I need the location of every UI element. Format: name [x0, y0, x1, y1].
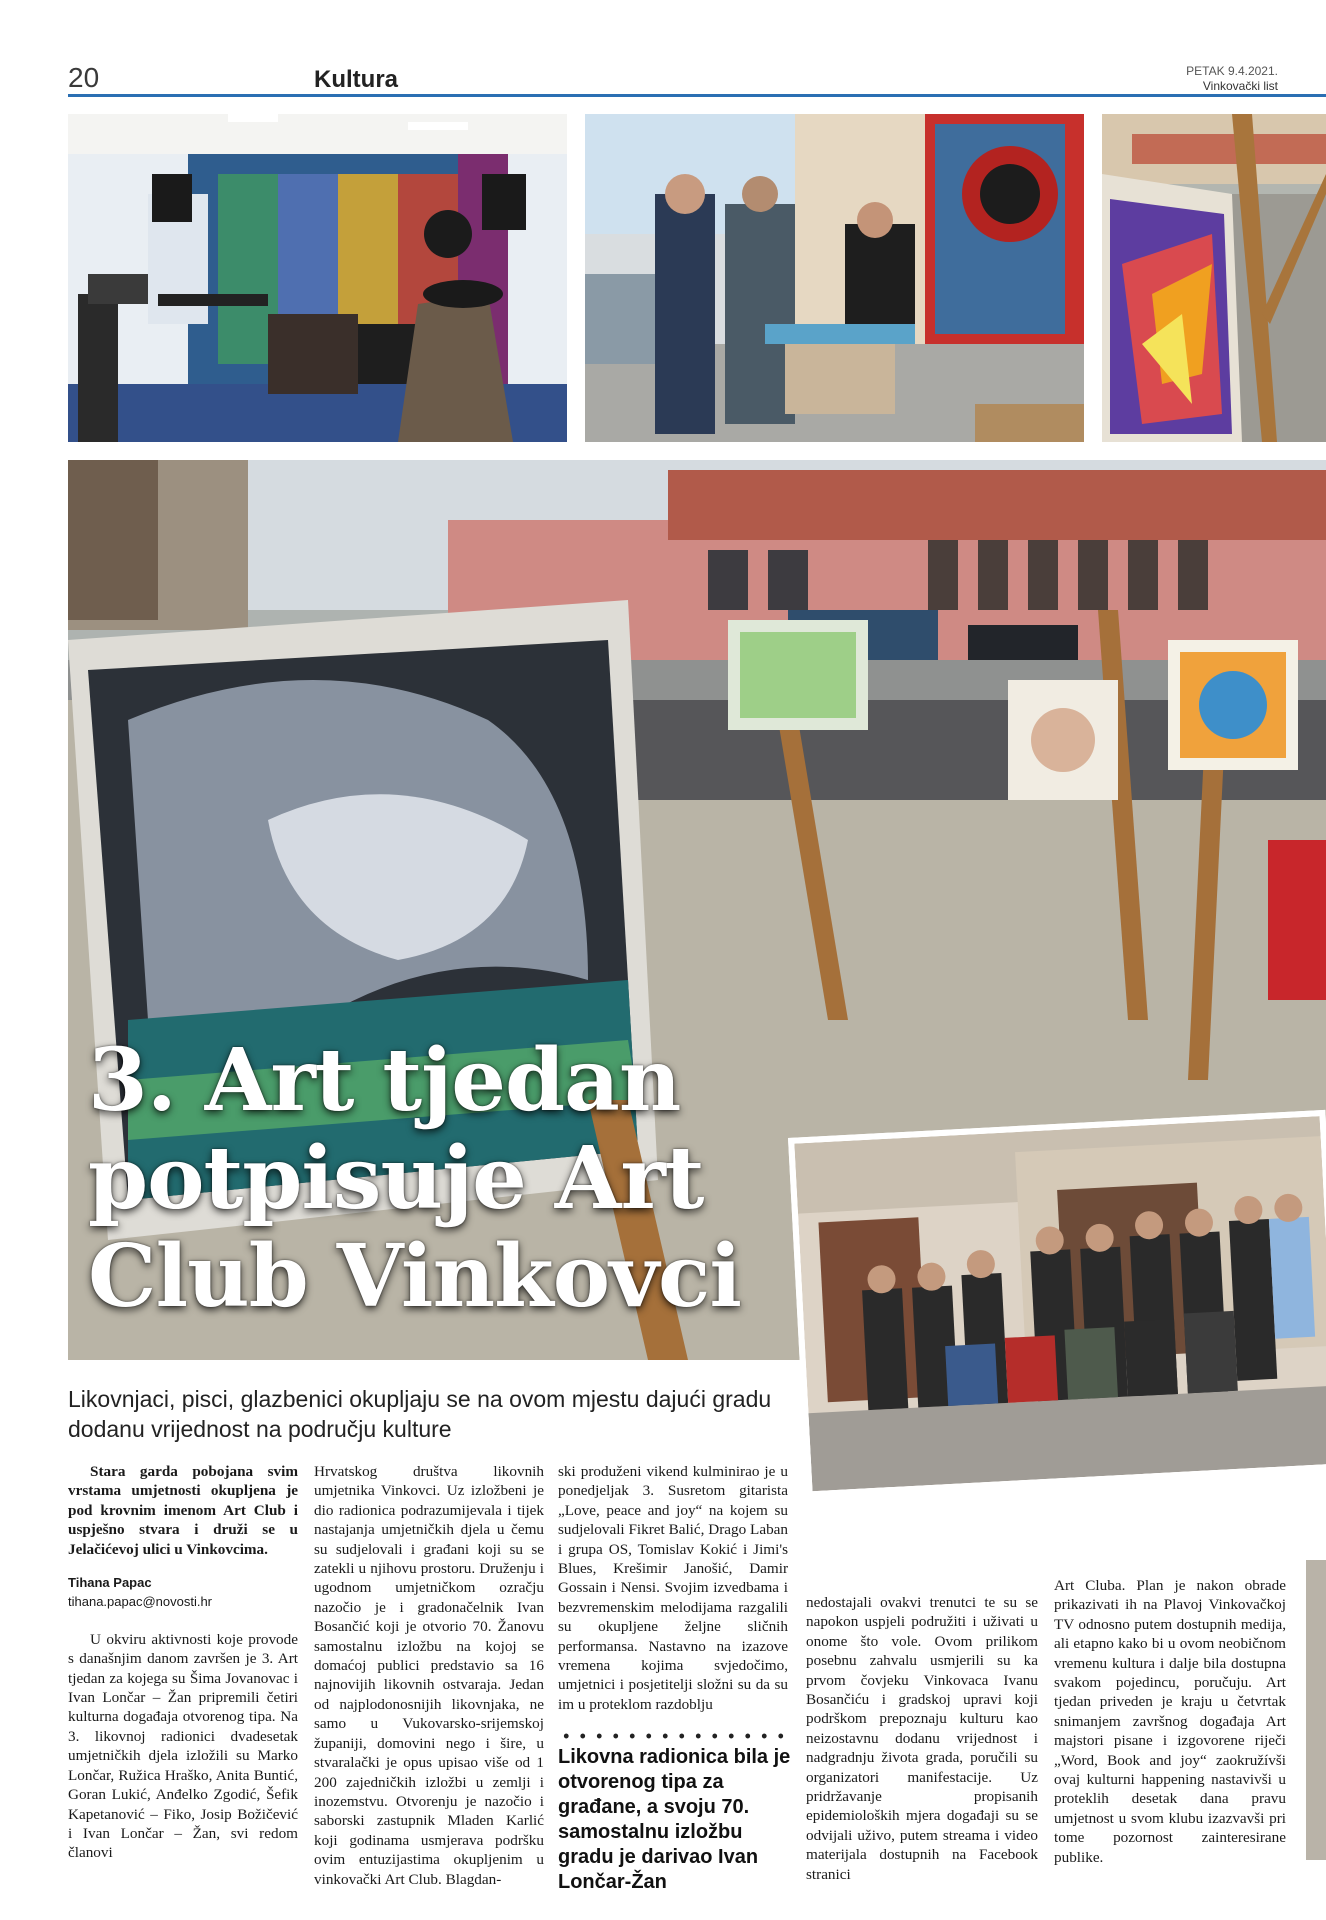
column-2: [314, 1462, 544, 1889]
author-name: Tihana Papac: [68, 1575, 152, 1591]
column-1: [68, 1462, 298, 1863]
column-3: [558, 1462, 788, 1714]
paper-name: Vinkovački list: [1202, 79, 1278, 93]
body-paragraph-5: Art Cluba. Plan je nakon obrade prikazivati ih na Plavoj Vinkovačkoj TV odnosno putem dostupnih medija, ali etapno kako bi u ovom neobičnom vremenu kultura i dalje bila dostupna svakom pojedincu, poručuju. Art tjedan priveden je kraju u četvrtak snimanjem završnog događaja Art majstori pisane i izgovorene riječi „Word, Book and joy“ zaokružívši ovaj kulturni happening nastavivši u proteklih desetak dana pravu umjetnost u svom klubu izazvavši pri tome pozornost zainteresirane publike.: [1054, 1577, 1286, 1866]
page-number: 20: [68, 62, 100, 93]
body-paragraph-3: ski produženi vikend kulminirao je u ponedjeljak 3. Susretom gitarista „Love, peace and joy“ na kojem su sudjelovali Fikret Balić, Drago Laban i grupa OS, Tomislav Kokić i Jimi's Blues, Krešimir Janošić, Damir Gossain i Nensi. Svojim izvedbama i bezvremenskim melodijama razgalili su okupljene željne sličnih performansa. Nastavno na izazove vremena kojima svjedočimo, umjetnici i posjetitelji složni su da su im u proteklom razdoblju: [558, 1463, 788, 1713]
body-paragraph-1: U okviru aktivnosti koje provode s današnjim danom završen je 3. Art tjedan za kojega su Šima Jovanovac i Ivan Lončar – Žan pripremili četiri kulturna događaja otvorenog tipa. Na 3. likovnoj radionici dvadesetak umjetničkih djela izložili su Marko Lončar, Ružica Hraško, Anita Buntić, Goran Lukić, Anđelko Zgodić, Šefik Kapetanović – Fiko, Josip Božičević i Ivan Lončar – Žan, svi redom članovi: [68, 1630, 298, 1862]
column-5: [1054, 1576, 1286, 1867]
body-paragraph-2: Hrvatskog društva likovnih umjetnika Vinkovci. Uz izložbeni je dio radionica podrazumijevala i tijek nastajanja umjetničkih djela u čemu su sudjelovali i građani koji su se zatekli u njihovu prostoru. Druženju i ugodnom umjetničkom ozračju nazočio je i gradonačelnik Ivan Bosančić koji je otvorio 70. Žanovu samostalnu izložbu na kojoj se domaćoj publici predstavio sa 16 najnovijih likovnih ostvaraja. Jedan od najplodonosnijih likovnjaka, ne samo u Vukovarsko-srijemskoj županiji, domovini nego i šire, u stvaralački je opus upisao više od 1 200 zajedničkih izložbi u zemlji i inozemstvu. Otvorenju je nazočio i saborski zastupnik Mladen Karlić koji godinama usmjerava podršku ovim entuzijastima okupljenim u vinkovački Art Club. Blagdan-: [314, 1463, 544, 1888]
photo-colorful-painting: [1102, 114, 1326, 442]
section-title: Kultura: [314, 66, 398, 93]
header-rule: [68, 94, 1326, 97]
headline: 3. Art tjedan potpisuje Art Club Vinkovci: [88, 1030, 742, 1327]
body-paragraph-4: nedostajali ovakvi trenutci te su se napokon uspjeli podružiti i uživati u onome što vole. Ovom prilikom posebnu zahvalu usmjerili su ka prvom čovjeku Vinkovaca Ivanu Bosančiću i gradskoj upravi koji podrškom prepoznaju kulturu kao neizostavnu dodanu vrijednost i nadgradnju života grada, poručili su organizatori manifestacije. Uz pridržavanje propisanih epidemioloških mjera događaji su se odvijali uživo, putem streama i video materijala dostupnih na Facebook stranici: [806, 1594, 1038, 1883]
photo-edge-sliver: [1306, 1560, 1326, 1860]
issue-meta: [1186, 64, 1278, 94]
pull-quote-divider: [558, 1732, 788, 1740]
photo-band-recording: [68, 114, 567, 442]
pull-quote: Likovna radionica bila je otvorenog tipa za građane, a svoju 70. samostalnu izložbu gradu je darivao Ivan Lončar-Žan: [558, 1746, 791, 1893]
issue-date: PETAK 9.4.2021.: [1186, 64, 1278, 78]
article-deck: Likovnjaci, pisci, glazbenici okupljaju se na ovom mjestu dajući gradu dodanu vrijednost na području kulture: [68, 1386, 772, 1442]
column-4: [806, 1593, 1038, 1884]
photo-group: [788, 1110, 1326, 1498]
photo-painting-table: [585, 114, 1084, 442]
author-email: tihana.papac@novosti.hr: [68, 1594, 213, 1610]
article-lead: Stara garda pobojana svim vrstama umjetnosti okupljena je pod krovnim imenom Art Club i uspješno stvara i druži se u Jelačićevoj ulici u Vinkovcima.: [68, 1463, 298, 1558]
